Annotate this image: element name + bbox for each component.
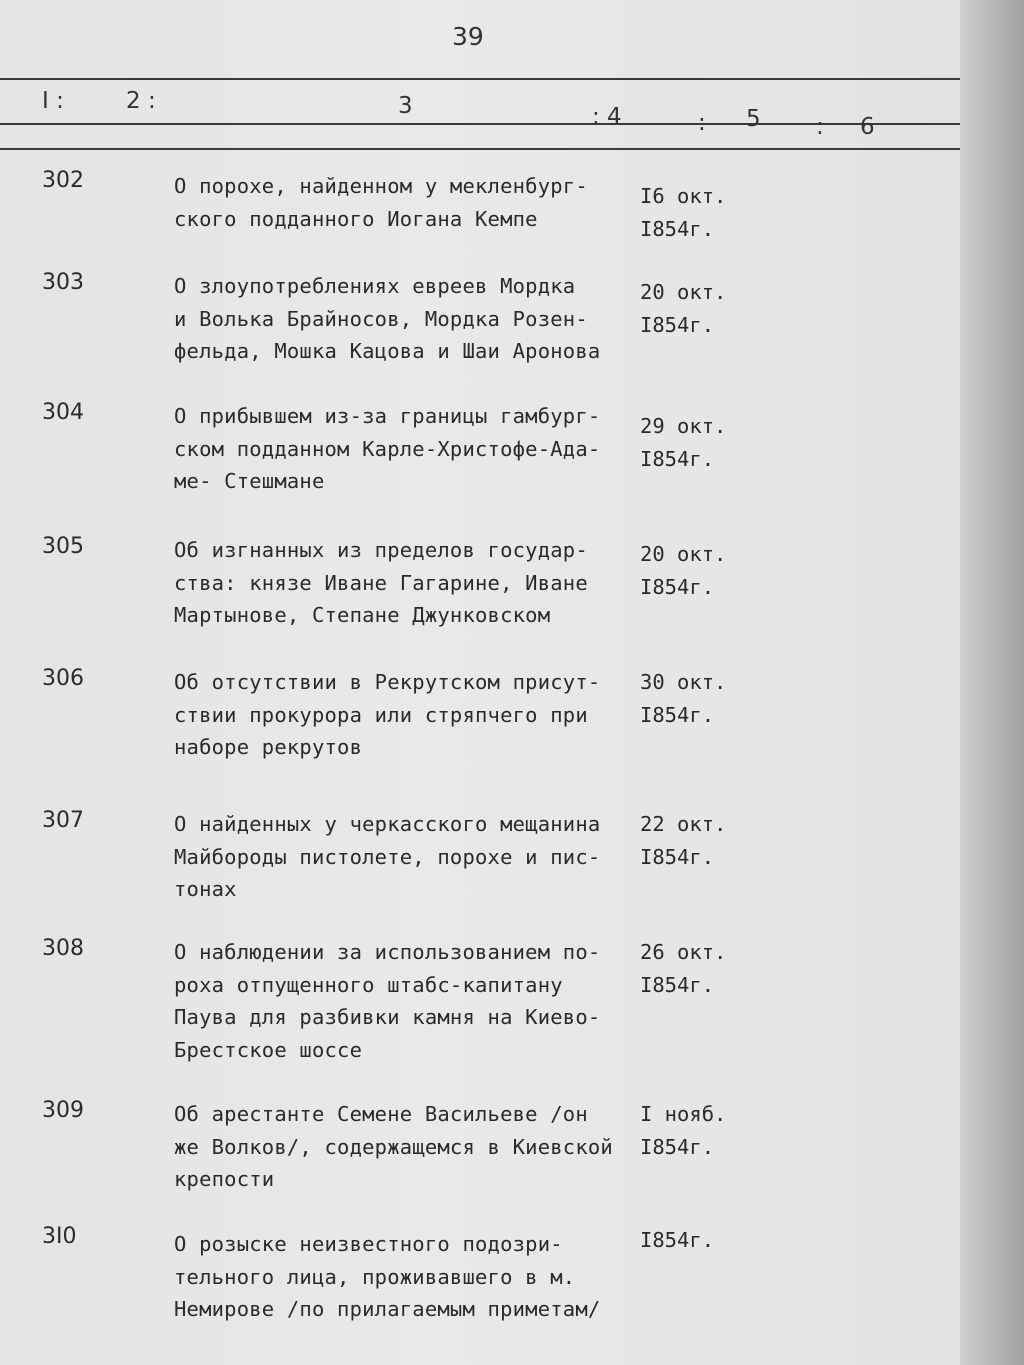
- entry-date: I6 окт. I854г.: [640, 184, 727, 241]
- column-header-6: 6: [860, 114, 875, 140]
- entry-date: 20 окт. I854г.: [640, 280, 727, 337]
- entry-date: 22 окт. I854г.: [640, 812, 727, 869]
- entry-title: Об отсутствии в Рекрутском присут- ствии прокурора или стряпчего при наборе рекрутов: [174, 670, 601, 759]
- entry-title: Об изгнанных из пределов государ- ства: князе Иване Гагарине, Иване Мартынове, Степане Джунковском: [174, 538, 588, 627]
- entry-date: 29 окт. I854г.: [640, 414, 727, 471]
- entry-number: 304: [42, 400, 84, 425]
- entry-date: I нояб. I854г.: [640, 1102, 727, 1159]
- header-rule-top: [0, 78, 972, 80]
- entry-number: 303: [42, 270, 84, 295]
- entry-title: О наблюдении за использованием по- роха отпущенного штабс-капитану Паува для разбивки камня на Киево- Брестское шоссе: [174, 940, 601, 1062]
- entry-number: 302: [42, 168, 84, 193]
- header-rule-bottom: [0, 148, 972, 150]
- column-header-5: 5: [746, 106, 761, 132]
- entry-number: 307: [42, 808, 84, 833]
- column-header-4: : 4: [592, 104, 622, 130]
- column-separator-5: :: [816, 114, 824, 140]
- column-separator-4: :: [698, 110, 706, 136]
- entry-number: 3I0: [42, 1224, 77, 1249]
- column-header-3: 3: [398, 93, 413, 119]
- entry-title: О найденных у черкасского мещанина Майбороды пистолете, порохе и пис- тонах: [174, 812, 601, 901]
- entry-date: 26 окт. I854г.: [640, 940, 727, 997]
- page-number: 39: [452, 22, 484, 51]
- column-header-1: I :: [42, 88, 64, 114]
- entry-date: 20 окт. I854г.: [640, 542, 727, 599]
- entry-title: Об арестанте Семене Васильеве /он же Волков/, содержащемся в Киевской крепости: [174, 1102, 613, 1191]
- entry-date: 30 окт. I854г.: [640, 670, 727, 727]
- entry-number: 305: [42, 534, 84, 559]
- header-rule-middle: [0, 123, 972, 125]
- entry-title: О порохе, найденном у мекленбург- ского подданного Иогана Кемпе: [174, 174, 588, 231]
- entry-date: I854г.: [640, 1228, 715, 1252]
- entry-title: О розыске неизвестного подозри- тельного лица, проживавшего в м. Немирове /по прилагаемым приметам/: [174, 1232, 601, 1321]
- entry-title: О прибывшем из-за границы гамбург- ском подданном Карле-Христофе-Ада- ме- Стешмане: [174, 404, 601, 493]
- column-header-2: 2 :: [126, 88, 156, 114]
- page-edge-shadow: [960, 0, 1024, 1365]
- entry-number: 308: [42, 936, 84, 961]
- entry-number: 309: [42, 1098, 84, 1123]
- entry-number: 306: [42, 666, 84, 691]
- entry-title: О злоупотреблениях евреев Мордка и Волька Брайносов, Мордка Розен- фельда, Мошка Кацова и Шаи Аронова: [174, 274, 601, 363]
